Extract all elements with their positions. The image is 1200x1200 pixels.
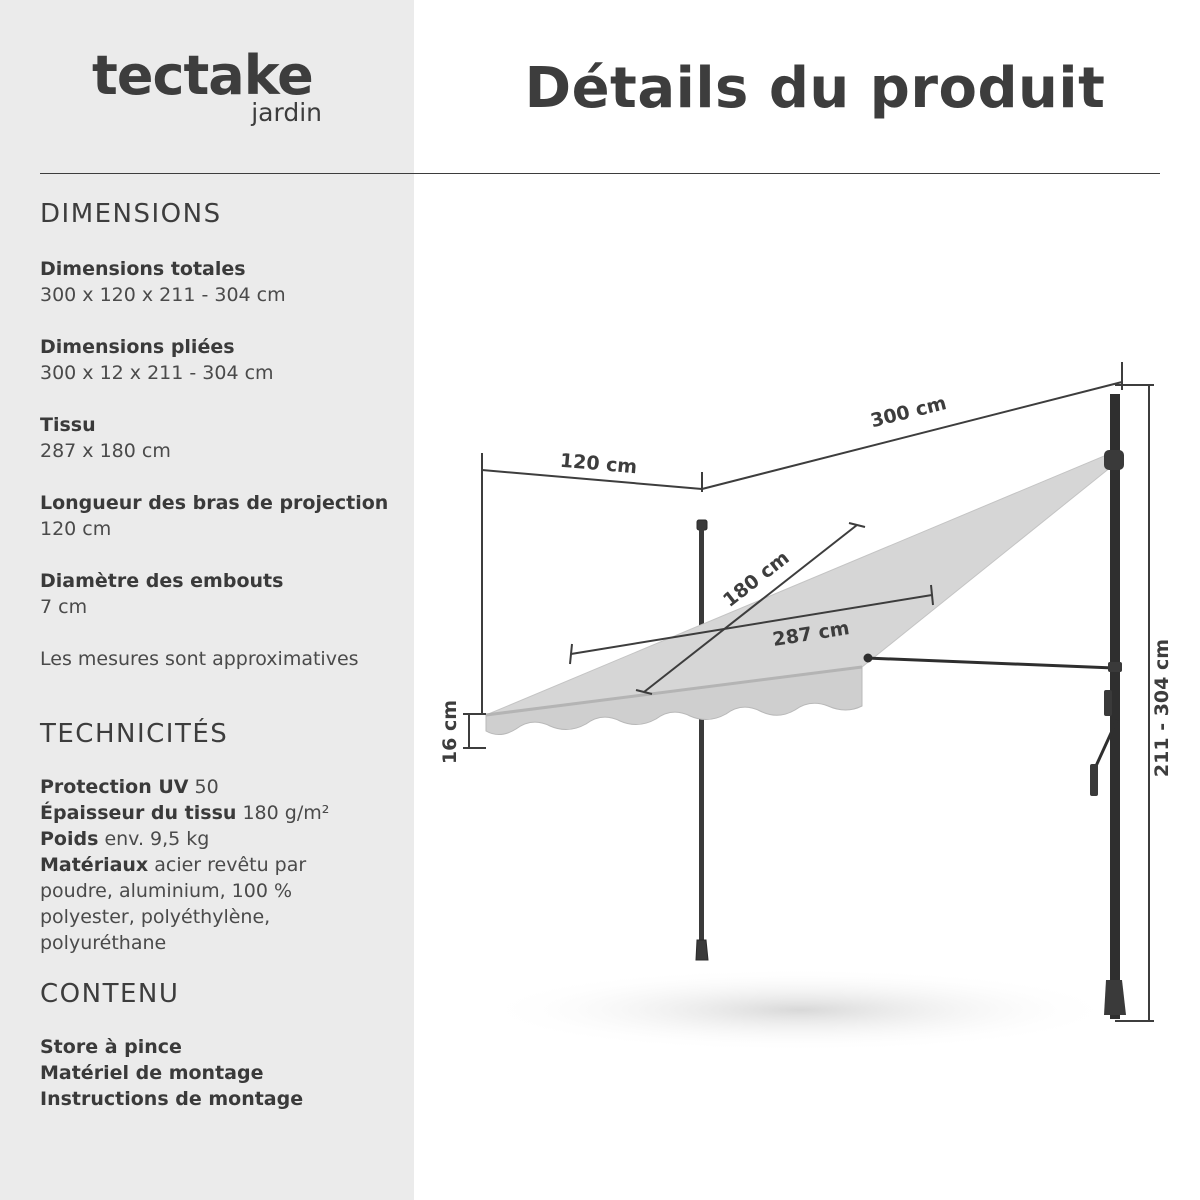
brand-logo[interactable] [92,46,332,136]
right-pole [1090,394,1126,1019]
tech-item-weight [40,826,360,852]
technical-list [40,774,360,956]
label-fabric-180: 180 cm [719,546,794,612]
spec-label-fabric: Tissu [40,414,96,436]
approximate-note: Les mesures sont approximatives [40,648,359,670]
contents-item-instructions: Instructions de montage [40,1088,304,1110]
contents-list [40,1034,380,1112]
tech-value-materials: acier revêtu par poudre, aluminium, 100 % polyester, polyéthylène, polyuréthane [40,854,307,954]
ground-shadow [480,968,1120,1052]
contents-item-awning: Store à pince [40,1036,182,1058]
left-pole [696,520,708,960]
tech-label-thickness: Épaisseur du tissu [40,802,237,824]
brand-sub: jardin [251,98,322,127]
spec-value-fabric: 287 x 180 cm [40,440,171,462]
tech-item-materials [40,852,360,956]
spec-label-arm-length: Longueur des bras de projection [40,492,389,514]
contents-heading: CONTENU [40,979,180,1009]
brand-name: tectake [92,44,313,107]
spec-label-total: Dimensions totales [40,258,246,280]
tech-item-thickness [40,800,360,826]
spec-value-total: 300 x 120 x 211 - 304 cm [40,284,286,306]
label-width-300: 300 cm [868,392,949,433]
label-height: 211 - 304 cm [1151,638,1173,778]
technical-heading: TECHNICITÉS [40,719,229,749]
tech-value-thickness: 180 g/m² [236,802,330,824]
tech-value-uv: 50 [188,776,219,798]
awning-diagram [414,174,1200,1200]
label-depth-120: 120 cm [559,449,639,479]
page-title: Détails du produit [524,56,1106,121]
spec-value-cap-diameter: 7 cm [40,596,88,618]
projection-arm [864,654,1114,668]
tech-label-weight: Poids [40,828,99,850]
label-fabric-287: 287 cm [771,617,851,651]
dimensions-heading: DIMENSIONS [40,199,222,229]
spec-value-folded: 300 x 12 x 211 - 304 cm [40,362,274,384]
spec-value-arm-length: 120 cm [40,518,112,540]
tech-value-weight: env. 9,5 kg [98,828,210,850]
tech-item-uv [40,774,360,800]
tech-label-materials: Matériaux [40,854,149,876]
awning-canopy [486,456,1116,735]
spec-label-cap-diameter: Diamètre des embouts [40,570,284,592]
tech-label-uv: Protection UV [40,776,189,798]
label-valance-16: 16 cm [439,699,461,765]
contents-item-hardware: Matériel de montage [40,1062,264,1084]
spec-label-folded: Dimensions pliées [40,336,235,358]
